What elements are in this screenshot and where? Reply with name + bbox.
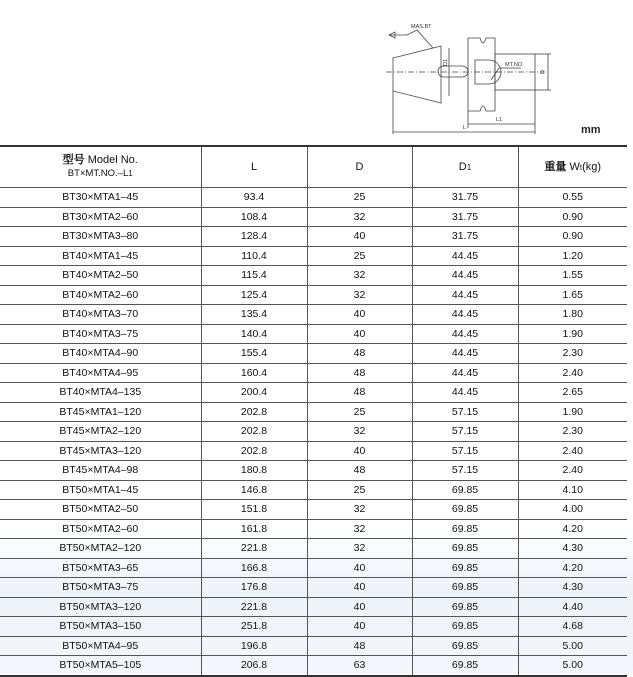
cell-model: BT50×MTA5–105 [0,656,201,676]
header-d1 [412,146,518,188]
table-row [0,617,627,637]
cell-d1: 69.85 [412,597,518,617]
cell-d1: 44.45 [412,363,518,383]
unit-label: mm [581,124,601,136]
label-d1: D1 [443,58,449,66]
cell-weight: 4.20 [518,519,627,539]
cell-d1: 44.45 [412,285,518,305]
label-mt-no: MT.NO. [505,62,524,68]
cell-model: BT50×MTA4–95 [0,636,201,656]
cell-d1: 44.45 [412,344,518,364]
cell-d: 32 [307,207,412,227]
cell-d: 40 [307,558,412,578]
cell-d: 32 [307,519,412,539]
cell-l: 180.8 [201,461,307,481]
cell-weight: 4.30 [518,539,627,559]
cell-d1: 31.75 [412,188,518,208]
cell-d1: 44.45 [412,383,518,403]
cell-d: 48 [307,363,412,383]
cell-d: 40 [307,441,412,461]
cell-weight: 2.40 [518,441,627,461]
cell-d: 25 [307,480,412,500]
cell-d1: 69.85 [412,636,518,656]
table-row [0,441,627,461]
cell-l: 128.4 [201,227,307,247]
cell-l: 202.8 [201,402,307,422]
cell-d: 48 [307,636,412,656]
table-row [0,383,627,403]
table-row [0,461,627,481]
cell-d: 25 [307,188,412,208]
label-l1: L1 [496,117,503,123]
cell-d1: 69.85 [412,558,518,578]
cell-weight: 4.10 [518,480,627,500]
header-model-en: Model No. [87,154,138,166]
cell-l: 206.8 [201,656,307,676]
cell-model: BT40×MTA4–95 [0,363,201,383]
table-row [0,227,627,247]
table-row [0,246,627,266]
cell-d1: 44.45 [412,305,518,325]
cell-weight: 4.30 [518,578,627,598]
cell-model: BT50×MTA2–120 [0,539,201,559]
cell-d1: 31.75 [412,227,518,247]
header-weight-sub: t [579,162,583,172]
cell-model: BT40×MTA2–60 [0,285,201,305]
cell-weight: 1.55 [518,266,627,286]
table-row [0,558,627,578]
cell-model: BT45×MTA2–120 [0,422,201,442]
cell-d: 32 [307,285,412,305]
cell-l: 161.8 [201,519,307,539]
cell-weight: 2.40 [518,363,627,383]
cell-l: 115.4 [201,266,307,286]
key-slot [438,66,468,77]
cell-l: 200.4 [201,383,307,403]
cell-weight: 4.20 [518,558,627,578]
cell-model: BT40×MTA4–90 [0,344,201,364]
cell-model: BT50×MTA2–50 [0,500,201,520]
cell-l: 202.8 [201,441,307,461]
taper-leader [389,30,433,48]
cell-l: 93.4 [201,188,307,208]
header-weight-en: W [569,160,580,173]
taper-outline [393,46,441,103]
cell-weight: 4.00 [518,500,627,520]
cell-weight: 1.90 [518,324,627,344]
header-weight [518,146,627,188]
table-row [0,422,627,442]
cell-d1: 69.85 [412,656,518,676]
header-model [0,146,201,188]
cell-l: 108.4 [201,207,307,227]
cell-l: 221.8 [201,539,307,559]
cell-d1: 44.45 [412,324,518,344]
cell-model: BT50×MTA1–45 [0,480,201,500]
table-row [0,344,627,364]
cell-d: 63 [307,656,412,676]
header-weight-unit: (kg) [582,160,602,173]
cell-weight: 2.65 [518,383,627,403]
tool-holder-drawing [383,8,553,136]
cell-l: 160.4 [201,363,307,383]
cell-weight: 2.30 [518,344,627,364]
table-body [0,188,627,676]
cell-d: 32 [307,500,412,520]
cell-d: 40 [307,617,412,637]
cell-d1: 69.85 [412,480,518,500]
header-model-format-sub: 1 [128,169,133,178]
cell-l: 155.4 [201,344,307,364]
cell-l: 196.8 [201,636,307,656]
mt-leader [491,68,521,80]
cell-l: 202.8 [201,422,307,442]
table-row [0,578,627,598]
cell-d1: 57.15 [412,441,518,461]
cell-l: 135.4 [201,305,307,325]
cell-d1: 44.45 [412,266,518,286]
cell-d: 32 [307,422,412,442]
cell-l: 151.8 [201,500,307,520]
header-d1-main: D [458,160,467,173]
cell-model: BT30×MTA2–60 [0,207,201,227]
cell-model: BT30×MTA1–45 [0,188,201,208]
header-d: D [307,146,412,188]
cell-model: BT40×MTA2–50 [0,266,201,286]
cell-l: 176.8 [201,578,307,598]
cell-l: 251.8 [201,617,307,637]
table-row [0,188,627,208]
cell-weight: 2.30 [518,422,627,442]
cell-d1: 57.15 [412,422,518,442]
cell-weight: 1.20 [518,246,627,266]
table-row [0,305,627,325]
cell-d1: 69.85 [412,500,518,520]
cell-model: BT50×MTA3–150 [0,617,201,637]
cell-d: 25 [307,246,412,266]
cell-model: BT45×MTA4–98 [0,461,201,481]
cell-model: BT50×MTA3–65 [0,558,201,578]
header-l: L [201,146,307,188]
cell-weight: 1.65 [518,285,627,305]
cell-weight: 0.55 [518,188,627,208]
table-row [0,597,627,617]
cell-l: 146.8 [201,480,307,500]
cell-d: 40 [307,578,412,598]
cell-d1: 44.45 [412,246,518,266]
cell-d: 40 [307,324,412,344]
cell-d: 40 [307,305,412,325]
cell-d1: 69.85 [412,519,518,539]
cell-model: BT40×MTA4–135 [0,383,201,403]
table-row [0,500,627,520]
table-row [0,266,627,286]
cell-weight: 0.90 [518,227,627,247]
cell-d1: 57.15 [412,461,518,481]
cell-l: 166.8 [201,558,307,578]
cell-model: BT40×MTA3–75 [0,324,201,344]
cell-d: 40 [307,227,412,247]
cell-weight: 5.00 [518,636,627,656]
table-row [0,207,627,227]
cell-d1: 69.85 [412,578,518,598]
cell-weight: 2.40 [518,461,627,481]
cell-l: 110.4 [201,246,307,266]
cell-d1: 69.85 [412,617,518,637]
cell-d1: 69.85 [412,539,518,559]
cell-model: BT30×MTA3–80 [0,227,201,247]
cell-model: BT50×MTA3–75 [0,578,201,598]
table-row [0,636,627,656]
table-row [0,656,627,676]
cell-d: 48 [307,344,412,364]
cell-weight: 0.90 [518,207,627,227]
cell-d: 32 [307,539,412,559]
label-d: D [540,70,546,74]
table-row [0,519,627,539]
cell-d: 40 [307,597,412,617]
cell-model: BT50×MTA3–120 [0,597,201,617]
cell-d: 48 [307,461,412,481]
table-row [0,402,627,422]
table-row [0,539,627,559]
header-row [0,146,627,188]
table-row [0,285,627,305]
cell-d: 32 [307,266,412,286]
cell-weight: 1.90 [518,402,627,422]
cell-model: BT50×MTA2–60 [0,519,201,539]
flange-outline [468,38,495,111]
spec-table [0,145,627,677]
cell-d: 25 [307,402,412,422]
cell-l: 125.4 [201,285,307,305]
label-l: L [463,125,467,131]
table-row [0,324,627,344]
header-model-format: BT×MT.NO.–L [67,168,129,179]
cell-weight: 4.40 [518,597,627,617]
label-taper: MAS.BT [411,24,432,30]
cell-weight: 4.68 [518,617,627,637]
cell-d1: 57.15 [412,402,518,422]
cell-l: 140.4 [201,324,307,344]
cell-l: 221.8 [201,597,307,617]
cell-d1: 31.75 [412,207,518,227]
table-row [0,480,627,500]
cell-d: 48 [307,383,412,403]
table-row [0,363,627,383]
header-d1-sub: 1 [466,162,472,172]
cell-weight: 5.00 [518,656,627,676]
cell-weight: 1.80 [518,305,627,325]
header-model-cn: 型号 [62,154,85,166]
cell-model: BT45×MTA3–120 [0,441,201,461]
cell-model: BT40×MTA1–45 [0,246,201,266]
header-weight-cn: 重量 [544,160,567,173]
cell-model: BT40×MTA3–70 [0,305,201,325]
cell-model: BT45×MTA1–120 [0,402,201,422]
